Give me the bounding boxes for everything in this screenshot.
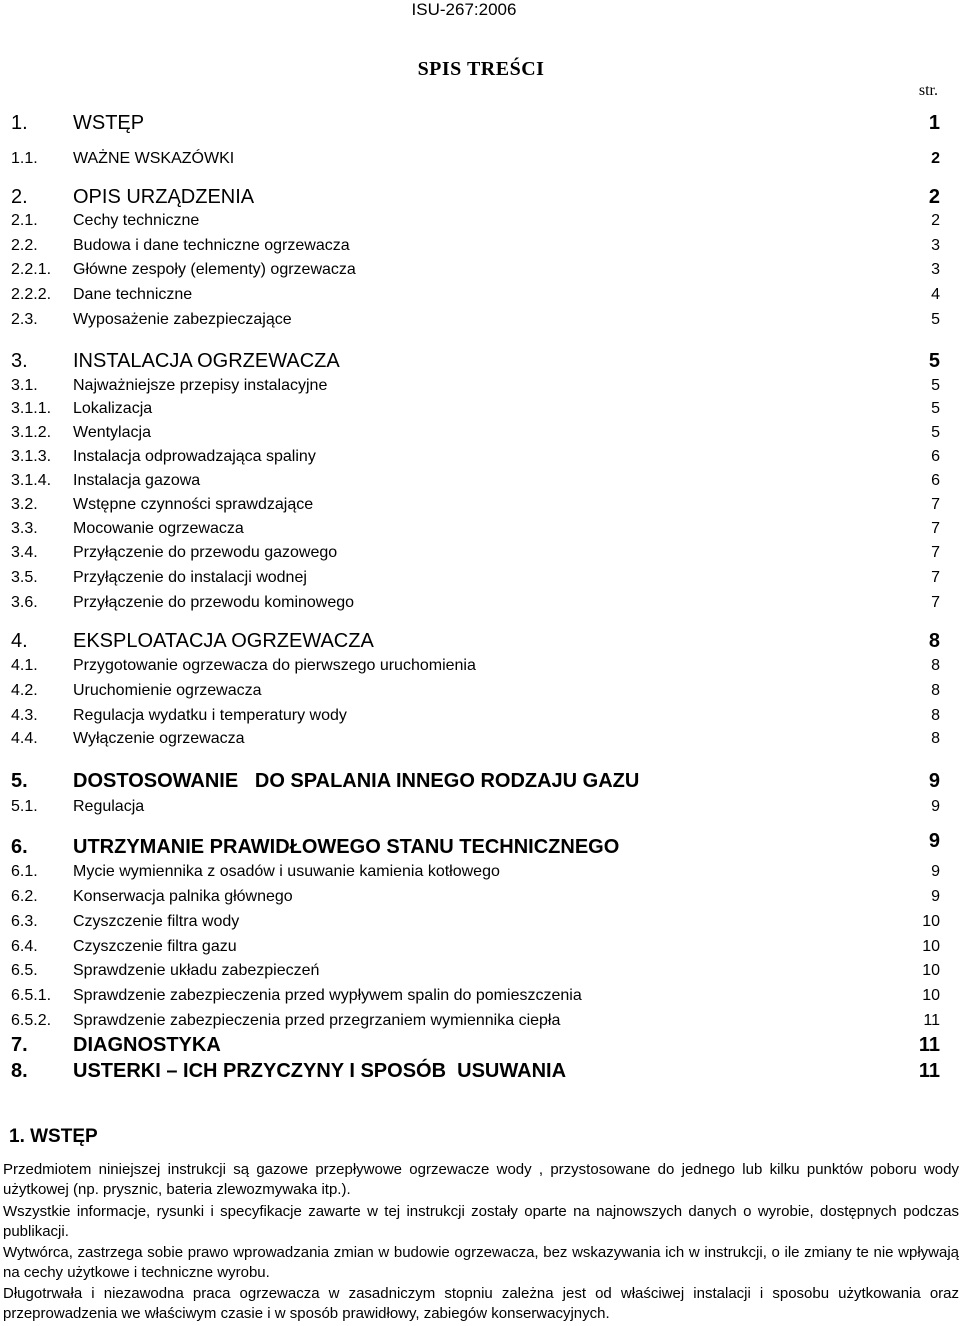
toc-entry-number: 3.6. [11,594,38,611]
toc-entry-title: Wyposażenie zabezpieczające [73,311,292,328]
toc-entry-number: 3.4. [11,544,38,561]
toc-entry [0,518,960,540]
toc-entry [0,861,960,883]
toc-entry-title: Przyłączenie do przewodu gazowego [73,544,338,561]
toc-entry-page: 2 [931,212,940,229]
toc-entry-page: 8 [931,730,940,747]
toc-entry-title: Przyłączenie do przewodu kominowego [73,594,355,611]
toc-entry-title: Czyszczenie filtra gazu [73,938,237,955]
toc-entry-number: 4.3. [11,707,38,724]
toc-entry-title: Wyłączenie ogrzewacza [73,730,245,747]
toc-entry-page: 7 [931,544,940,561]
toc-entry-title: Najważniejsze przepisy instalacyjne [73,377,328,394]
toc-entry-number: 4.1. [11,657,38,674]
toc-entry-title: USTERKI – ICH PRZYCZYNY I SPOSÓB USUWANIA [73,1060,567,1082]
toc-entry-page: 2 [931,150,940,167]
toc-entry-title: Czyszczenie filtra wody [73,913,240,930]
toc-entry [0,494,960,516]
intro-paragraph: Wytwórca, zastrzega sobie prawo wprowadzania zmian w budowie ogrzewacza, bez wskazywania ich w instrukcji, o ile zmiany te nie wpływają na cechy użytkowe i techniczne wyrobu. [3,1244,959,1281]
toc-entry-number: 4.4. [11,730,38,747]
toc-entry-title: DIAGNOSTYKA [73,1034,221,1056]
section-heading: 1. WSTĘP [9,1126,98,1147]
toc-entry-number: 3.1.4. [11,472,52,489]
toc-entry [0,886,960,908]
intro-paragraph: Długotrwała i niezawodna praca ogrzewacza w zasadniczym stopniu zależna jest od właściwej instalacji i sposobu użytkowania oraz przeprowadzenia we właściwym czasie i w sposób prawidłowy, zabiegów konserwacyjnych. [3,1285,959,1322]
toc-entry-page: 8 [928,630,940,652]
toc-entry [0,210,960,232]
toc-entry [0,772,960,794]
toc-entry-title: Przygotowanie ogrzewacza do pierwszego uruchomienia [73,657,476,674]
toc-entry [0,375,960,397]
toc-entry-number: 3.1. [11,377,38,394]
toc-entry-title: Główne zespoły (elementy) ogrzewacza [73,261,356,278]
toc-entry [0,1036,960,1058]
toc-entry-title: Dane techniczne [73,286,193,303]
toc-entry-number: 1. [11,112,28,134]
toc-entry-page: 9 [928,830,940,852]
toc-entry-number: 7. [11,1034,28,1056]
toc-title: SPIS TREŚCI [417,58,545,80]
toc-entry-title: Regulacja wydatku i temperatury wody [73,707,347,724]
toc-entry-number: 2.2.1. [11,261,52,278]
toc-entry-page: 7 [931,594,940,611]
toc-entry-page: 6 [931,472,940,489]
toc-entry [0,284,960,306]
toc-entry [0,705,960,727]
toc-entry-page: 11 [918,1060,940,1082]
toc-entry-title: Sprawdzenie zabezpieczenia przed wypływem spalin do pomieszczenia [73,987,582,1004]
toc-entry [0,114,960,136]
toc-entry-title: Konserwacja palnika głównego [73,888,293,905]
toc-entry [0,309,960,331]
toc-entry-number: 6.5. [11,962,38,979]
toc-entry-page: 3 [931,261,940,278]
toc-entry-number: 3.1.3. [11,448,52,465]
toc-entry-page: 3 [931,237,940,254]
toc-entry-number: 5.1. [11,798,38,815]
intro-paragraph: Przedmiotem niniejszej instrukcji są gazowe przepływowe ogrzewacze wody , przystosowane do jednego lub kilku punktów poboru wody użytkowej (np. prysznic, bateria zlewozmywaka itp.). [3,1161,959,1198]
document-id: ISU-267:2006 [411,0,517,19]
toc-entry-page: 6 [931,448,940,465]
toc-entry-title: WSTĘP [73,112,145,134]
toc-entry [0,960,960,982]
toc-entry-number: 6.5.2. [11,1012,52,1029]
toc-entry-page: 1 [928,112,940,134]
toc-entry-number: 3.1.1. [11,400,52,417]
toc-entry-number: 4. [11,630,28,652]
toc-entry-title: Mocowanie ogrzewacza [73,520,244,537]
toc-entry [0,911,960,933]
toc-entry-page: 10 [922,913,940,930]
toc-entry-title: Uruchomienie ogrzewacza [73,682,262,699]
toc-entry-page: 5 [931,400,940,417]
toc-entry-page: 11 [918,1034,940,1056]
toc-entry-number: 6.2. [11,888,38,905]
toc-entry-title: Instalacja gazowa [73,472,201,489]
toc-entry-title: Sprawdzenie zabezpieczenia przed przegrzaniem wymiennika ciepła [73,1012,561,1029]
toc-entry [0,680,960,702]
toc-entry-number: 2.2.2. [11,286,52,303]
toc-entry-page: 9 [928,770,940,792]
toc-entry-page: 5 [931,377,940,394]
intro-paragraph: Wszystkie informacje, rysunki i specyfikacje zawarte w tej instrukcji zostały oparte na najnowszych danych o wyrobie, dostępnych podczas publikacji. [3,1203,959,1240]
toc-entry-page: 10 [922,987,940,1004]
toc-entry [0,235,960,257]
toc-entry-number: 6.3. [11,913,38,930]
toc-entry-page: 7 [931,569,940,586]
toc-entry-page: 5 [931,424,940,441]
toc-entry-page: 4 [931,286,940,303]
toc-entry-number: 2.2. [11,237,38,254]
toc-entry [0,398,960,420]
toc-entry [0,567,960,589]
toc-entry-number: 6. [11,836,28,858]
toc-entry-title: WAŻNE WSKAZÓWKI [73,150,235,167]
toc-entry [0,830,960,860]
toc-entry-number: 6.1. [11,863,38,880]
toc-entry [0,422,960,444]
toc-entry [0,936,960,958]
toc-entry-page: 7 [931,496,940,513]
toc-entry-number: 5. [11,770,28,792]
toc-entry-title: Wstępne czynności sprawdzające [73,496,314,513]
toc-entry-number: 6.4. [11,938,38,955]
toc-entry-title: Mycie wymiennika z osadów i usuwanie kamienia kotłowego [73,863,500,880]
toc-entry-number: 3.5. [11,569,38,586]
toc-entry-title: DOSTOSOWANIE DO SPALANIA INNEGO RODZAJU GAZU [73,770,640,792]
toc-entry [0,728,960,750]
toc-entry [0,188,960,210]
toc-entry-page: 9 [931,888,940,905]
toc-entry-page: 9 [931,798,940,815]
toc-entry [0,985,960,1007]
toc-entry [0,1062,960,1084]
toc-entry-number: 3.3. [11,520,38,537]
toc-entry [0,259,960,281]
toc-entry-title: Przyłączenie do instalacji wodnej [73,569,307,586]
toc-entry-title: Sprawdzenie układu zabezpieczeń [73,962,320,979]
toc-entry-number: 3. [11,350,28,372]
toc-entry [0,470,960,492]
toc-entry-title: Cechy techniczne [73,212,200,229]
toc-entry-page: 8 [931,682,940,699]
toc-entry-title: Budowa i dane techniczne ogrzewacza [73,237,350,254]
page-column-label: str. [918,82,938,99]
toc-entry-number: 6.5.1. [11,987,52,1004]
toc-entry-page: 7 [931,520,940,537]
toc-entry-number: 8. [11,1060,28,1082]
toc-entry [0,632,960,654]
toc-entry-page: 8 [931,707,940,724]
toc-entry-page: 8 [931,657,940,674]
toc-entry [0,352,960,374]
toc-entry-title: OPIS URZĄDZENIA [73,186,255,208]
toc-entry-number: 2.1. [11,212,38,229]
toc-entry [0,655,960,677]
toc-entry [0,1010,960,1032]
toc-entry-page: 5 [928,350,940,372]
toc-entry-page: 2 [928,186,940,208]
toc-entry [0,446,960,468]
toc-entry-number: 3.1.2. [11,424,52,441]
toc-entry [0,592,960,614]
toc-entry [0,542,960,564]
toc-entry-page: 5 [931,311,940,328]
toc-entry-number: 4.2. [11,682,38,699]
toc-entry-title: Regulacja [73,798,145,815]
toc-entry-title: Lokalizacja [73,400,153,417]
toc-entry-page: 10 [922,938,940,955]
toc-entry-number: 2.3. [11,311,38,328]
toc-entry-number: 1.1. [11,150,38,167]
toc-entry-title: EKSPLOATACJA OGRZEWACZA [73,630,374,652]
toc-entry-number: 2. [11,186,28,208]
toc-entry [0,796,960,818]
toc-entry-page: 10 [922,962,940,979]
toc-entry [0,148,960,170]
toc-entry-title: Wentylacja [73,424,151,441]
toc-entry-title: Instalacja odprowadzająca spaliny [73,448,316,465]
toc-entry-page: 11 [923,1012,940,1029]
toc-entry-page: 9 [931,863,940,880]
toc-entry-number: 3.2. [11,496,38,513]
toc-entry-title: INSTALACJA OGRZEWACZA [73,350,340,372]
toc-entry-title: UTRZYMANIE PRAWIDŁOWEGO STANU TECHNICZNEGO [73,836,620,858]
